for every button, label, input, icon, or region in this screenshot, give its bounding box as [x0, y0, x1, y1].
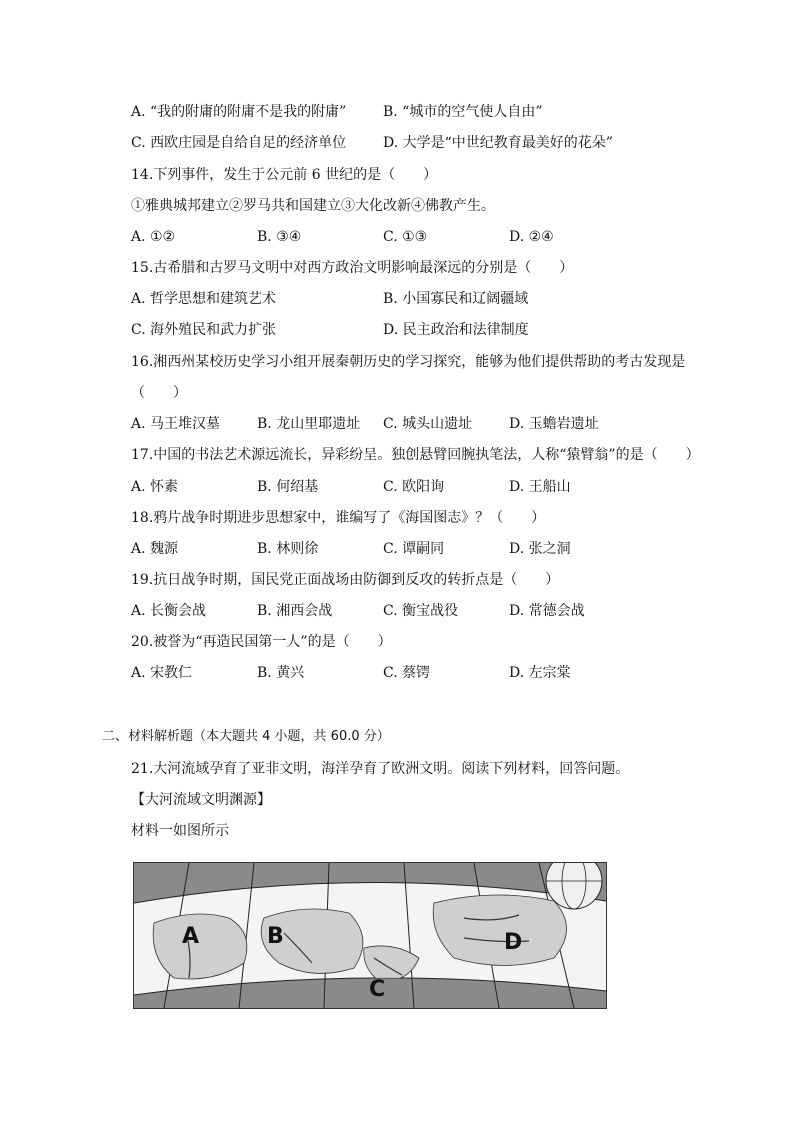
q14-items: ①雅典城邦建立②罗马共和国建立③大化改新④佛教产生。	[131, 198, 495, 214]
q20-stem	[131, 630, 392, 654]
q20-option-a[interactable]: A. 宋教仁	[131, 665, 193, 681]
q21-stem	[131, 757, 629, 781]
q15-stem	[131, 256, 573, 280]
q17-option-a[interactable]: A. 怀素	[131, 479, 179, 495]
q20-option-d[interactable]: D. 左宗棠	[509, 665, 571, 681]
q18-option-c[interactable]: C. 谭嗣同	[383, 541, 445, 557]
q17-number: 17.	[131, 447, 154, 463]
q19-text: 抗日战争时期，国民党正面战场由防御到反攻的转折点是（ ）	[153, 572, 560, 588]
q17-option-d[interactable]: D. 王船山	[509, 479, 571, 495]
q13-option-a[interactable]: A. “我的附庸的附庸不是我的附庸”	[131, 104, 347, 120]
map-label-d: D	[504, 930, 523, 955]
q21-number: 21.	[131, 761, 154, 777]
q14-number: 14.	[131, 167, 154, 183]
q15-options-row-1	[0, 287, 794, 311]
q19-option-a[interactable]: A. 长衡会战	[131, 603, 207, 619]
q19-options-row	[0, 599, 794, 623]
q16-option-b[interactable]: B. 龙山里耶遗址	[257, 416, 361, 432]
q14-text: 下列事件，发生于公元前 6 世纪的是（ ）	[153, 167, 438, 183]
q17-option-b[interactable]: B. 何绍基	[257, 479, 319, 495]
q15-number: 15.	[131, 260, 154, 276]
q16-text: 湘西州某校历史学习小组开展秦朝历史的学习探究，能够为他们提供帮助的考古发现是	[153, 354, 686, 370]
q15-options-row-2	[0, 318, 794, 342]
q15-text: 古希腊和古罗马文明中对西方政治文明影响最深远的分别是（ ）	[153, 260, 574, 276]
q18-option-b[interactable]: B. 林则徐	[257, 541, 319, 557]
q13-option-c[interactable]: C. 西欧庄园是自给自足的经济单位	[131, 135, 347, 151]
q18-text: 鸦片战争时期进步思想家中，谁编写了《海国图志》？（ ）	[153, 510, 546, 526]
q21-material-caption: 材料一如图所示	[131, 823, 229, 839]
q15-option-a[interactable]: A. 哲学思想和建筑艺术	[131, 291, 277, 307]
q16-stem-continued: （ ）	[131, 385, 187, 401]
q19-option-d[interactable]: D. 常德会战	[509, 603, 585, 619]
q13-option-b[interactable]: B. “城市的空气使人自由”	[383, 104, 543, 120]
q19-option-b[interactable]: B. 湘西会战	[257, 603, 333, 619]
q18-number: 18.	[131, 510, 154, 526]
q14-option-c[interactable]: C. ①③	[383, 229, 428, 245]
map-graphic	[134, 863, 606, 1008]
q17-text: 中国的书法艺术源远流长，异彩纷呈。独创悬臂回腕执笔法，人称“猿臂翁”的是（ ）	[153, 447, 700, 463]
q19-number: 19.	[131, 572, 154, 588]
q16-options-row	[0, 412, 794, 436]
q16-stem	[131, 350, 685, 374]
q16-number: 16.	[131, 354, 154, 370]
q18-option-a[interactable]: A. 魏源	[131, 541, 179, 557]
q16-option-c[interactable]: C. 城头山遗址	[383, 416, 473, 432]
map-label-c: C	[369, 977, 386, 1002]
q15-option-d[interactable]: D. 民主政治和法律制度	[383, 322, 529, 338]
q13-options-row-2	[0, 131, 794, 155]
q20-option-c[interactable]: C. 蔡锷	[383, 665, 431, 681]
q14-options-row	[0, 225, 794, 249]
q15-option-b[interactable]: B. 小国寡民和辽阔疆域	[383, 291, 529, 307]
q14-option-b[interactable]: B. ③④	[257, 229, 302, 245]
q21-heading: 【大河流域文明渊源】	[131, 792, 271, 808]
q17-options-row	[0, 475, 794, 499]
q14-stem	[131, 163, 437, 187]
q14-option-d[interactable]: D. ②④	[509, 229, 554, 245]
section-title: 二、材料解析题（本大题共 4 小题，共 60.0 分）	[102, 729, 390, 744]
q16-option-a[interactable]: A. 马王堆汉墓	[131, 416, 221, 432]
q20-text: 被誉为“再造民国第一人”的是（ ）	[153, 634, 392, 650]
q18-option-d[interactable]: D. 张之洞	[509, 541, 571, 557]
q20-options-row	[0, 661, 794, 685]
river-civilizations-map	[133, 862, 607, 1009]
q18-options-row	[0, 537, 794, 561]
q18-stem	[131, 506, 545, 530]
q17-option-c[interactable]: C. 欧阳询	[383, 479, 445, 495]
q15-option-c[interactable]: C. 海外殖民和武力扩张	[131, 322, 277, 338]
q16-option-d[interactable]: D. 玉蟾岩遗址	[509, 416, 599, 432]
q19-stem	[131, 568, 559, 592]
q20-option-b[interactable]: B. 黄兴	[257, 665, 305, 681]
map-label-a: A	[182, 924, 200, 949]
q17-stem	[131, 443, 700, 467]
q14-option-a[interactable]: A. ①②	[131, 229, 176, 245]
q20-number: 20.	[131, 634, 154, 650]
map-label-b: B	[267, 924, 284, 949]
q19-option-c[interactable]: C. 衡宝战役	[383, 603, 459, 619]
q13-options-row-1	[0, 100, 794, 124]
q13-option-d[interactable]: D. 大学是“中世纪教育最美好的花朵”	[383, 135, 613, 151]
q21-text: 大河流域孕育了亚非文明，海洋孕育了欧洲文明。阅读下列材料，回答问题。	[153, 761, 630, 777]
